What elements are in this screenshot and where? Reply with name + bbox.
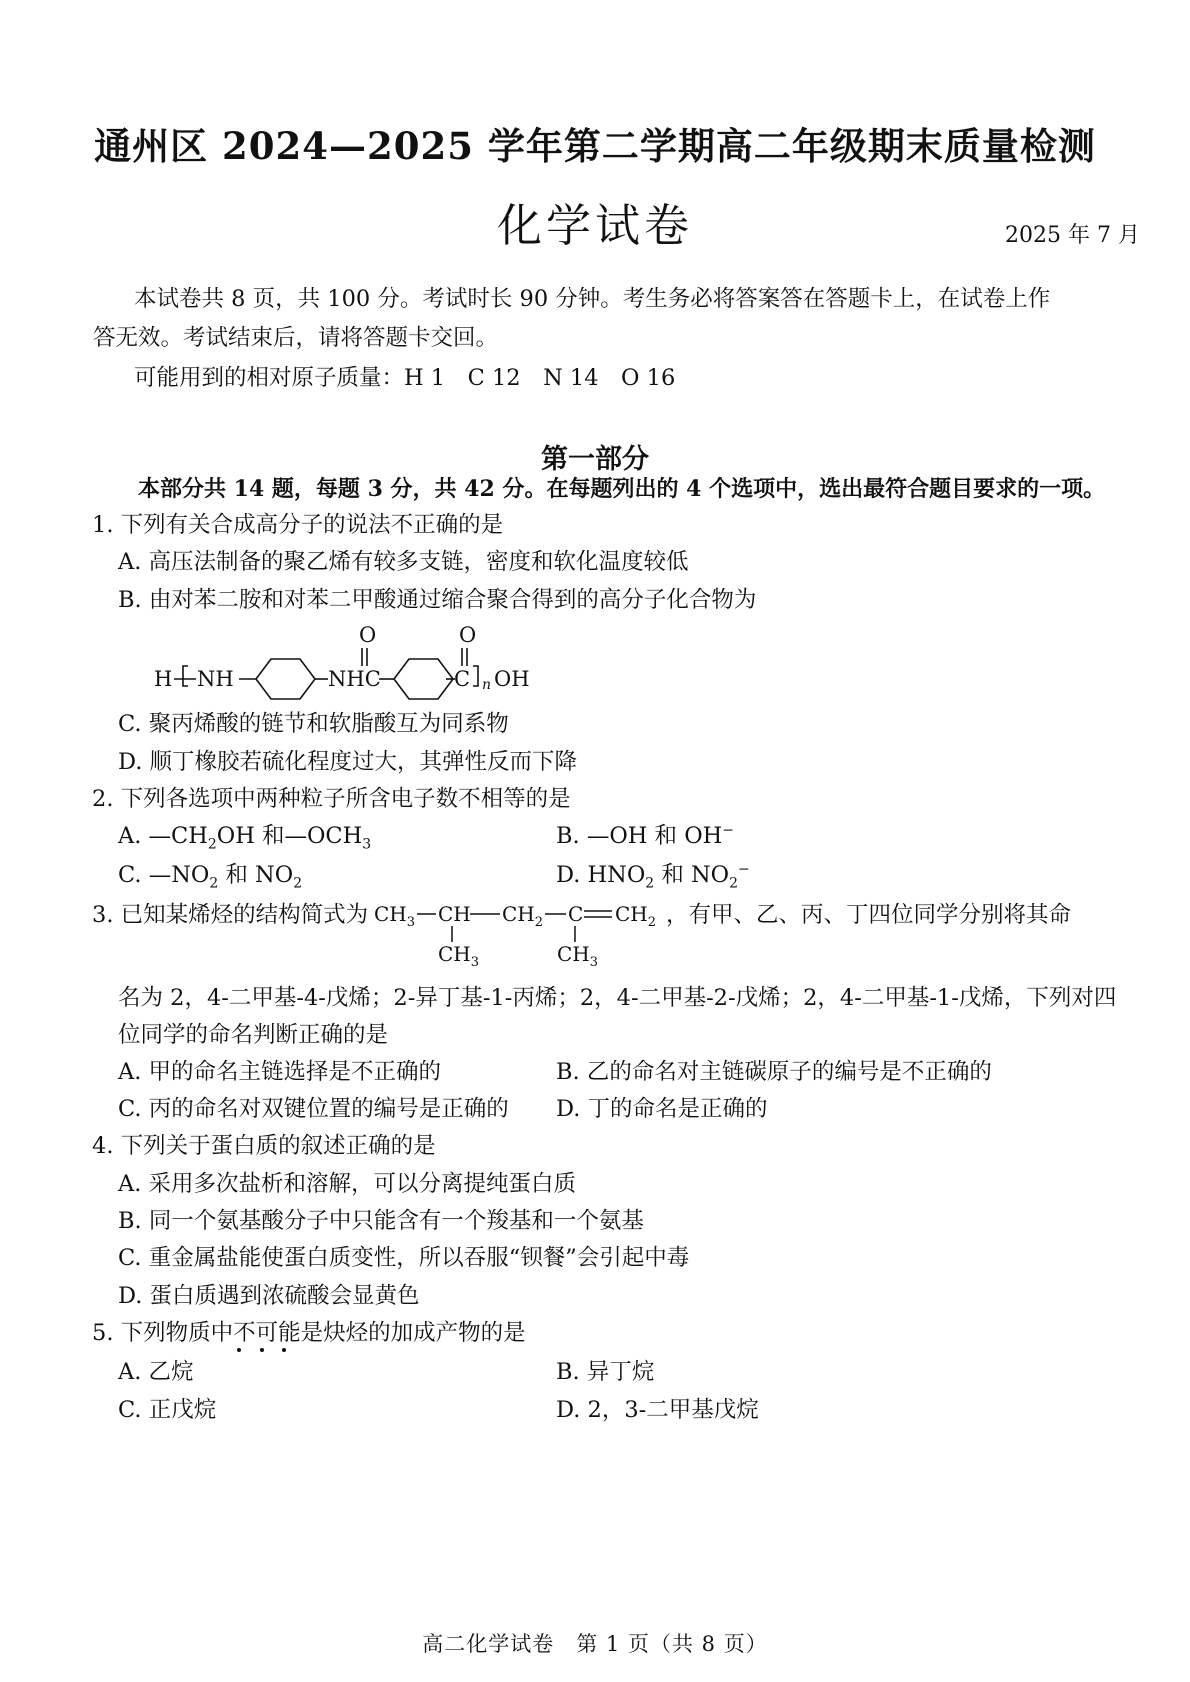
struct-ch3-branch-1: $CH_3$ xyxy=(438,942,480,970)
q2-c-sub: 2 xyxy=(209,875,219,892)
q4-option-c: C. 重金属盐能使蛋白质变性，所以吞服“钡餐”会引起中毒 xyxy=(118,1245,690,1271)
q5-option-d: D. 2，3-二甲基戊烷 xyxy=(556,1397,759,1423)
q2-d-sup: − xyxy=(738,861,750,878)
q3-stem-line-3: 位同学的命名判断正确的是 xyxy=(118,1022,389,1048)
q4-option-b: B. 同一个氨基酸分子中只能含有一个羧基和一个氨基 xyxy=(118,1208,644,1234)
q5-stem: 5. 下列物质中不可能是炔烃的加成产物的是 xyxy=(92,1320,526,1346)
emphasis-dot xyxy=(282,1348,286,1352)
exam-date: 2025 年 7 月 xyxy=(1005,223,1140,248)
polymer-h-end: H xyxy=(154,667,173,691)
struct-ch2-terminal: $CH_2$ xyxy=(615,902,657,930)
polymer-carbonyl-o-1: O xyxy=(359,623,377,647)
struct-ch3-main: $CH_3$ xyxy=(374,902,416,930)
q2-option-b xyxy=(556,822,734,849)
q1-stem: 1. 下列有关合成高分子的说法不正确的是 xyxy=(92,512,504,538)
instructions-line-1: 本试卷共 8 页，共 100 分。考试时长 90 分钟。考生务必将答案答在答题卡上，在试卷上作 xyxy=(134,286,1051,312)
alkene-structure xyxy=(372,896,662,970)
benzene-ring-2 xyxy=(394,659,453,699)
polymer-bracket-left xyxy=(183,666,188,686)
q1-option-b: B. 由对苯二胺和对苯二甲酸通过缩合聚合得到的高分子化合物为 xyxy=(118,587,757,613)
q3-stem-end: ，有甲、乙、丙、丁四位同学分别将其命 xyxy=(666,902,1072,928)
emphasis-dot xyxy=(237,1348,241,1352)
q2-stem: 2. 下列各选项中两种粒子所含电子数不相等的是 xyxy=(92,786,571,812)
polymer-oh-end: OH xyxy=(494,667,530,691)
polymer-nhc: NHC xyxy=(328,667,381,691)
q3-option-c: C. 丙的命名对双键位置的编号是正确的 xyxy=(118,1096,509,1122)
q3-stem-start: 3. 已知某烯烃的结构简式为 xyxy=(92,902,369,928)
q5-option-c: C. 正戊烷 xyxy=(118,1397,217,1423)
q3-option-d: D. 丁的命名是正确的 xyxy=(556,1096,768,1122)
q2-b-text: B. —OH 和 OH xyxy=(556,823,723,849)
q3-option-a: A. 甲的命名主链选择是不正确的 xyxy=(118,1059,442,1085)
polymer-n-subscript: n xyxy=(482,677,492,693)
page-footer: 高二化学试卷 第 1 页（共 8 页） xyxy=(422,1632,768,1656)
atomic-masses: 可能用到的相对原子质量：H 1 C 12 N 14 O 16 xyxy=(134,365,676,391)
polymer-c: C xyxy=(454,667,471,691)
q3-option-b: B. 乙的命名对主链碳原子的编号是不正确的 xyxy=(556,1059,992,1085)
q2-option-a xyxy=(118,823,372,853)
emphasis-dot xyxy=(260,1348,264,1352)
q4-stem: 4. 下列关于蛋白质的叙述正确的是 xyxy=(92,1133,436,1159)
q2-option-c xyxy=(118,862,303,892)
q2-a-text: A. —CH xyxy=(118,823,208,849)
struct-ch2: $CH_2$ xyxy=(502,902,544,930)
struct-ch: CH xyxy=(438,902,471,926)
struct-c: C xyxy=(568,902,584,926)
polymer-structure-diagram xyxy=(150,622,570,702)
polymer-carbonyl-o-2: O xyxy=(459,623,477,647)
section-instructions: 本部分共 14 题，每题 3 分，共 42 分。在每题列出的 4 个选项中，选出最符合题目要求的一项。 xyxy=(138,476,1106,502)
q5-option-a: A. 乙烷 xyxy=(118,1359,194,1385)
q1-option-a: A. 高压法制备的聚乙烯有较多支链，密度和软化温度较低 xyxy=(118,549,689,575)
benzene-ring-1 xyxy=(256,659,315,699)
q2-a-sub: 3 xyxy=(362,836,372,853)
q2-option-d xyxy=(556,861,750,892)
struct-ch3-branch-2: $CH_3$ xyxy=(557,942,599,970)
exam-title: 通州区 2024—2025 学年第二学期高二年级期末质量检测 xyxy=(94,124,1096,168)
q1-option-c: C. 聚丙烯酸的链节和软脂酸互为同系物 xyxy=(118,711,509,737)
q2-d-sub: 2 xyxy=(645,875,655,892)
q1-option-d: D. 顺丁橡胶若硫化程度过大，其弹性反而下降 xyxy=(118,749,578,775)
q4-option-a: A. 采用多次盐析和溶解，可以分离提纯蛋白质 xyxy=(118,1171,577,1197)
q2-d-text: 和 NO xyxy=(654,862,730,888)
polymer-bracket-right xyxy=(473,666,478,686)
section-title: 第一部分 xyxy=(541,444,649,475)
q2-c-text: 和 NO xyxy=(218,862,294,888)
q2-c-sub: 2 xyxy=(293,875,303,892)
q2-a-text: OH 和—OCH xyxy=(216,823,363,849)
q2-d-sub: 2 xyxy=(729,875,738,892)
q4-option-d: D. 蛋白质遇到浓硫酸会显黄色 xyxy=(118,1283,420,1309)
alkene-structure-diagram xyxy=(372,896,662,970)
q2-a-sub: 2 xyxy=(207,836,217,853)
q3-stem-line-2: 名为 2，4-二甲基-4-戊烯；2-异丁基-1-丙烯；2，4-二甲基-2-戊烯；2，4-二甲基-1-戊烯，下列对四 xyxy=(118,985,1117,1011)
polymer-structure xyxy=(150,622,570,702)
subject-title: 化学试卷 xyxy=(496,199,693,252)
q2-d-text: D. HNO xyxy=(556,862,646,888)
q5-option-b: B. 异丁烷 xyxy=(556,1359,655,1385)
instructions-line-2: 答无效。考试结束后，请将答题卡交回。 xyxy=(93,325,499,351)
q2-c-text: C. —NO xyxy=(118,862,210,888)
polymer-nh: NH xyxy=(197,667,234,691)
q2-b-sup: − xyxy=(722,822,734,839)
